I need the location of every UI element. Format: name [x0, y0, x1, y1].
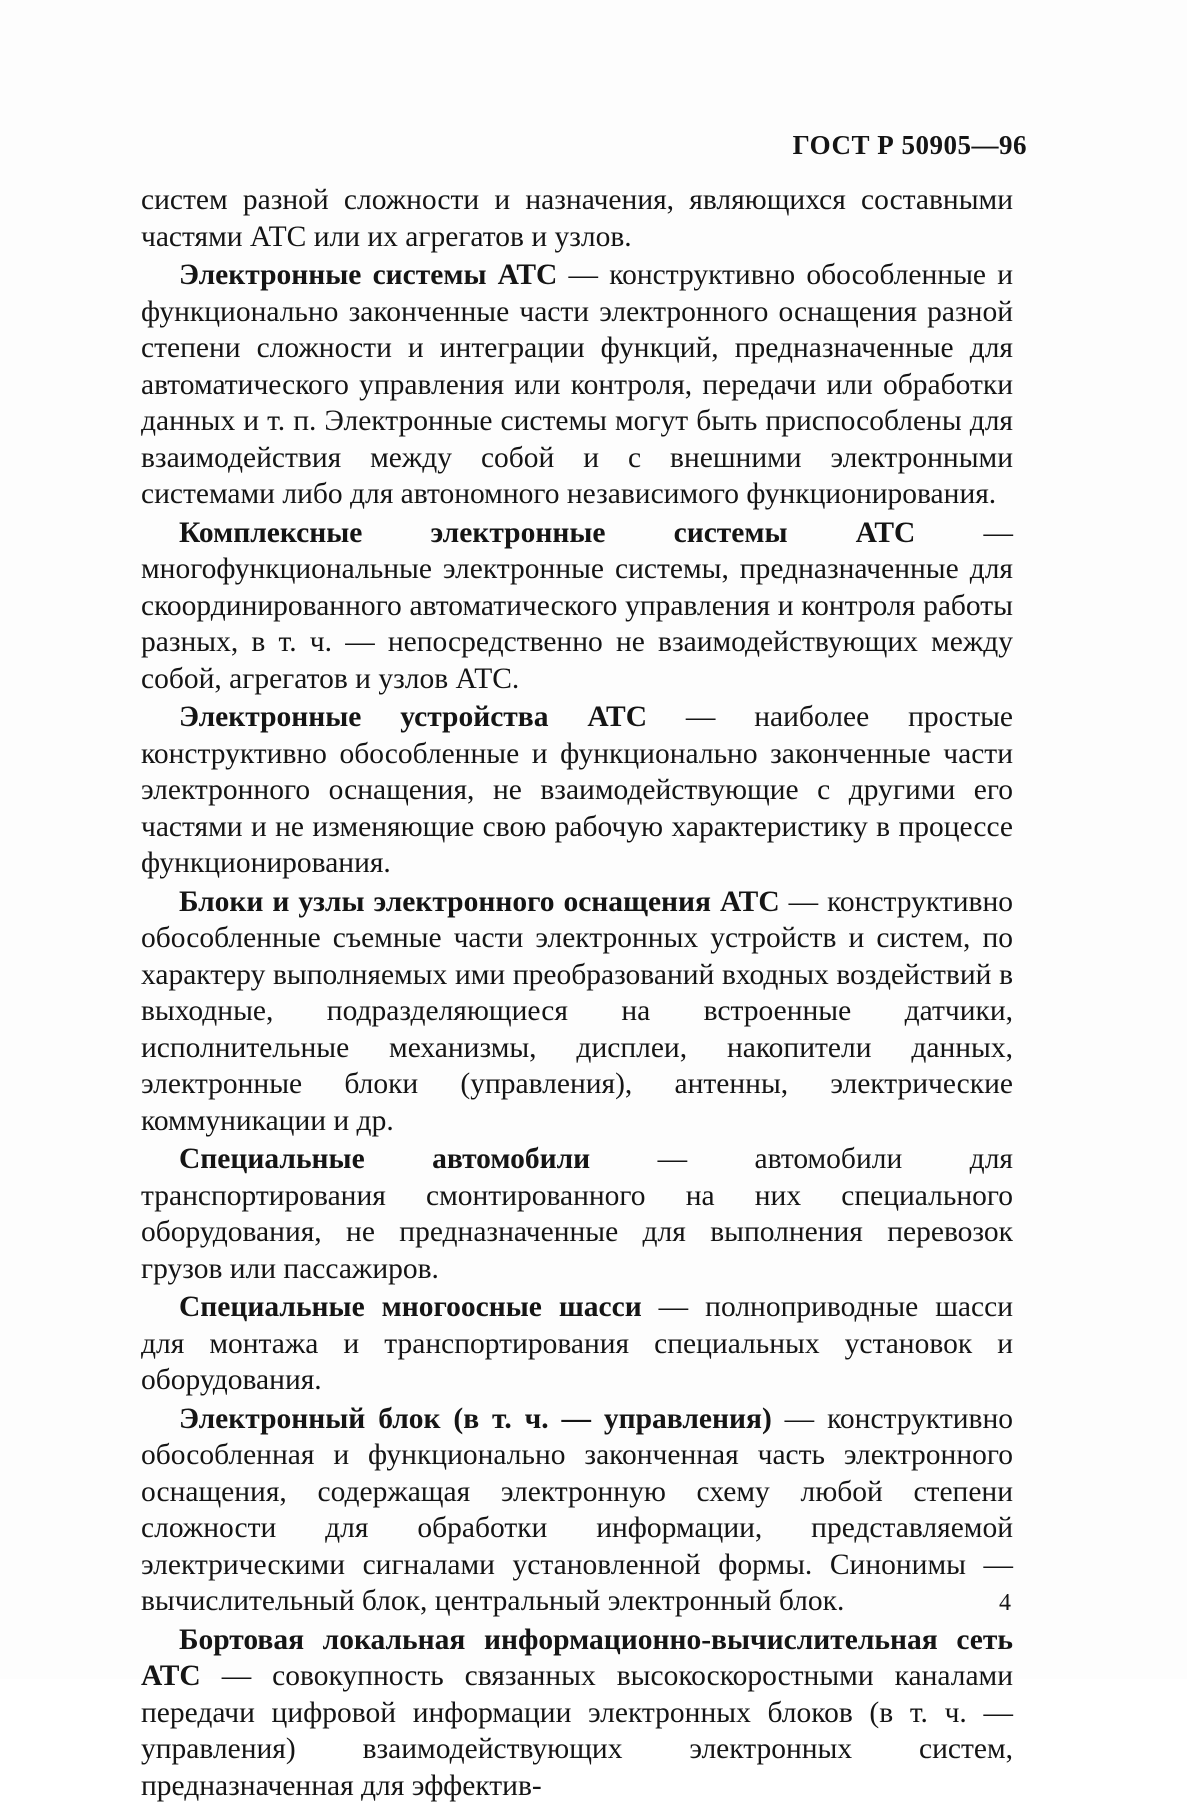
definition-text: — конструктивно обособленные съемные части электронных устройств и систем, по характеру выполняемых ими преобразований входных воздействий в выходные, подразделяющиеся на встроенные датчики, исполнительные механизмы, дисплеи, накопители данных, электронные блоки (управления), антенны, электрические коммуникации и др. — [141, 885, 1013, 1137]
definition-paragraph — [141, 515, 1013, 698]
defined-term: Электронные устройства АТС — [179, 701, 648, 733]
definition-paragraph — [141, 884, 1013, 1140]
body-text — [141, 182, 1013, 1806]
definition-paragraph — [141, 699, 1013, 882]
defined-term: Специальные многоосные шасси — [179, 1291, 642, 1323]
standard-code-header: ГОСТ Р 50905—96 — [792, 130, 1027, 160]
paragraph-text: систем разной сложности и назначения, являющихся составными частями АТС или их агрегатов и узлов. — [141, 184, 1013, 253]
definition-text: — конструктивно обособленная и функционально законченная часть электронного оснащения, содержащая электронную схему любой степени сложности для обработки информации, представляемой электрическими сигналами установленной формы. Синонимы — вычислительный блок, центральный электронный блок. — [141, 1402, 1013, 1617]
defined-term: Электронные системы АТС — [179, 259, 558, 291]
page-number: 4 — [999, 1590, 1011, 1616]
definition-text: — многофункциональные электронные системы, предназначенные для скоординированного автоматического управления и контроля работы разных, в т. ч. — непосредственно не взаимодействующих между собой, агрегатов и узлов АТС. — [141, 516, 1013, 695]
definition-paragraph — [141, 1401, 1013, 1620]
definition-text: — наиболее простые конструктивно обособленные и функционально законченные части электронного оснащения, не взаимодействующие с другими его частями и не изменяющие свою рабочую характеристику в процессе функционирования. — [141, 701, 1013, 879]
definition-paragraph — [141, 1141, 1013, 1287]
definition-text: — автомобили для транспортирования смонтированного на них специального оборудования, не предназначенные для выполнения перевозок грузов или пассажиров. — [141, 1143, 1013, 1285]
defined-term: Блоки и узлы электронного оснащения АТС — [179, 885, 780, 918]
defined-term: Специальные автомобили — [179, 1143, 591, 1175]
defined-term: Электронный блок (в т. ч. — управления) — [179, 1402, 772, 1435]
definition-text: — полноприводные шасси для монтажа и транспортирования специальных установок и оборудования. — [141, 1291, 1013, 1396]
definition-paragraph — [141, 257, 1013, 513]
paragraph — [141, 182, 1013, 255]
defined-term: Комплексные электронные системы АТС — [179, 516, 916, 549]
definition-text: — совокупность связанных высокоскоростными каналами передачи цифровой информации электронных блоков (в т. ч. — управления) взаимодействующих электронных систем, предназначенная для эффектив- — [141, 1660, 1013, 1802]
defined-term: Бортовая локальная информационно-вычислительная сеть АТС — [141, 1623, 1013, 1692]
definition-text: — конструктивно обособленные и функционально законченные части электронного оснащения разной степени сложности и интеграции функций, предназначенные для автоматического управления или контроля, передачи или обработки данных и т. п. Электронные системы могут быть приспособлены для взаимодействия между собой и с внешними электронными системами либо для автономного независимого функционирования. — [141, 259, 1013, 510]
definition-paragraph — [141, 1622, 1013, 1805]
definition-paragraph — [141, 1289, 1013, 1399]
